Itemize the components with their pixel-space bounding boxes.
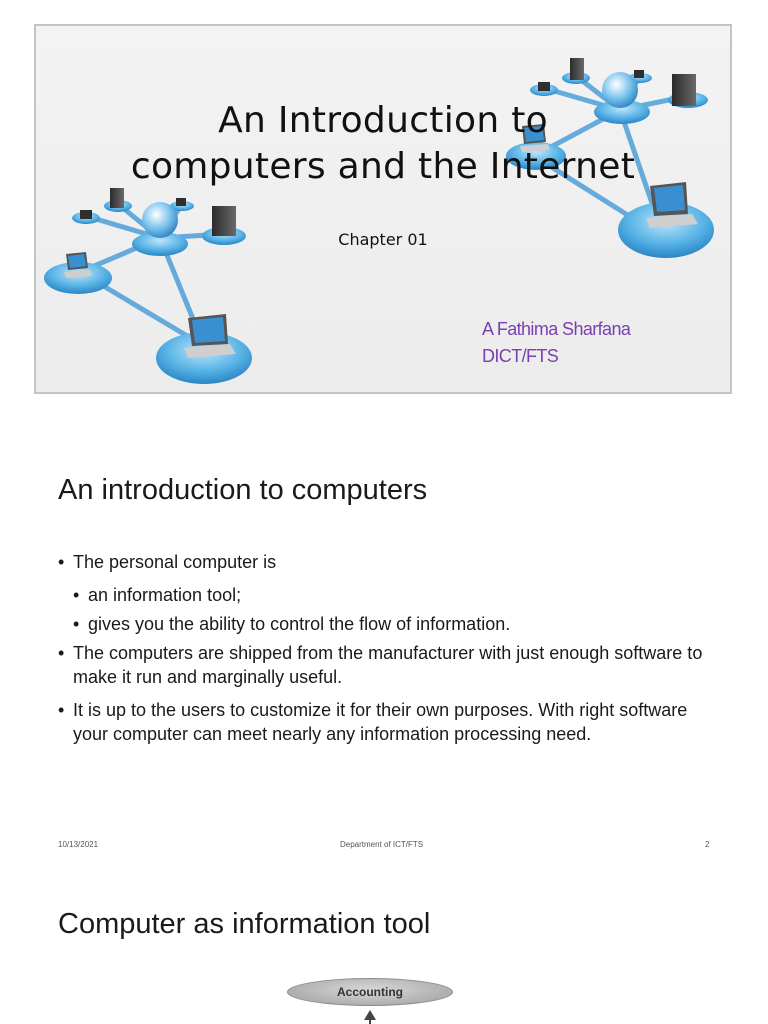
sub-bullet-item: • an information tool; xyxy=(73,583,718,607)
left-network xyxy=(44,188,252,384)
intro-slide xyxy=(0,410,768,860)
monitor-icon xyxy=(538,82,550,91)
bullet-item: • It is up to the users to customize it for their own purposes. With right software your computer can meet nearly any information processing need. xyxy=(58,698,718,746)
monitor-icon xyxy=(634,70,644,78)
slide-title xyxy=(36,98,730,190)
server-icon xyxy=(570,58,584,80)
footer-date: 10/13/2021 xyxy=(58,840,99,849)
bullet-item: • The personal computer is xyxy=(58,550,718,574)
info-tool-slide xyxy=(0,880,768,1024)
sub-bullet-item: • gives you the ability to control the flow of information. xyxy=(73,612,718,636)
chapter-label: Chapter 01 xyxy=(338,230,428,249)
bullet-item: • The computers are shipped from the manufacturer with just enough software to make it run and marginally useful. xyxy=(58,641,718,689)
author-name: A Fathima Sharfana xyxy=(482,319,631,339)
arrow-up-icon xyxy=(363,1010,377,1024)
slide-heading: Computer as information tool xyxy=(58,908,431,940)
footer-page-number: 2 xyxy=(705,840,710,849)
server-icon xyxy=(110,188,124,208)
author-block xyxy=(482,316,630,370)
author-dept: DICT/FTS xyxy=(482,346,559,366)
accounting-node: Accounting xyxy=(287,978,453,1006)
bullet-list xyxy=(58,550,718,755)
monitor-icon xyxy=(176,198,186,206)
title-line-2: computers and the Internet xyxy=(130,146,636,187)
title-line-1: An Introduction to xyxy=(218,100,548,141)
footer-department: Department of ICT/FTS xyxy=(340,840,424,849)
title-slide xyxy=(34,24,732,394)
monitor-icon xyxy=(80,210,92,219)
slide-heading: An introduction to computers xyxy=(58,474,428,506)
